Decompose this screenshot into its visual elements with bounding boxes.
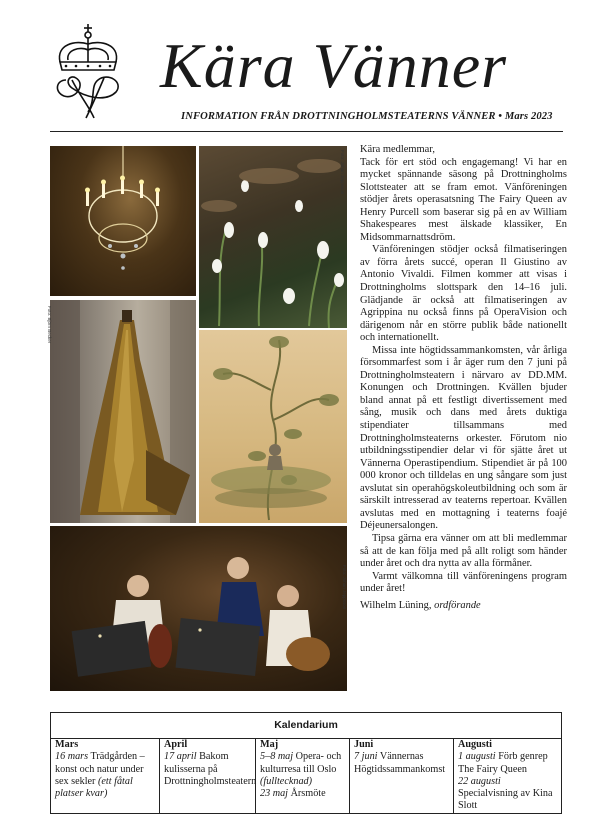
calendar-month: April	[164, 739, 188, 750]
calendar-note: (fulltecknad)	[260, 775, 313, 787]
calendar-date: 23 maj	[260, 788, 289, 800]
calendar-event: Trädgården – konst och natur under sex sekler	[55, 751, 145, 787]
page-title: Kära Vänner	[160, 30, 507, 101]
calendar-event: Förb genrep The Fairy Queen	[458, 751, 548, 775]
calendar-event: Årsmöte	[288, 788, 326, 800]
calendar-column-mars	[51, 738, 159, 814]
letter-signature	[360, 600, 567, 613]
crown-monogram-logo	[46, 22, 130, 122]
signature-name: Wilhelm Lüning,	[360, 599, 435, 611]
photo-credit: Foto: Björn Becker	[47, 306, 52, 344]
calendar-box	[50, 712, 562, 814]
calendar-month: Augusti	[458, 739, 492, 750]
calendar-event: Opera- och kulturresa till Oslo	[260, 751, 342, 775]
calendar-column-april	[159, 738, 255, 814]
calendar-column-juni	[349, 738, 453, 814]
calendar-note: (ett fåtal platser kvar)	[55, 775, 133, 800]
painting-photo	[199, 330, 347, 523]
calendar-date: 22 augusti	[458, 775, 501, 787]
letter-body	[360, 144, 567, 612]
calendar-date: 17 april	[164, 751, 197, 763]
calendar-event: Vännernas Högtidssammankomst	[354, 751, 446, 775]
musicians-photo	[50, 526, 347, 691]
letter-paragraph: Tack för ert stöd och engagemang! Vi har en mycket spännande säsong på Drottningholms Slottsteater att se fram emot. Vänföreningen stödjer årets operasatsning The Fairy Queen av Henry Purcell som baserar sig på en av William Shakespeares mest älskade klassiker, En Midsommarnattsdröm.	[360, 156, 567, 243]
calendar-month: Juni	[354, 739, 374, 750]
calendar-month: Maj	[260, 739, 279, 750]
signature-role: ordförande	[434, 599, 481, 611]
calendar-event: Bakom kulisserna på Drottningholmsteatern	[164, 751, 257, 787]
calendar-heading: Kalendarium	[51, 713, 561, 739]
calendar-date: 5–8 maj	[260, 751, 294, 763]
page-subtitle: INFORMATION FRÅN DROTTNINGHOLMSTEATERNS VÄNNER • Mars 2023	[181, 111, 553, 122]
letter-paragraph: Varmt välkomna till vänföreningens program under året!	[360, 570, 567, 595]
letter-paragraph: Vänföreningen stödjer också filmatiseringen av förra årets succé, operan Il Giustino av Antonio Vivaldi. Filmen kommer att visas i Drottningholms slottspark den 14–16 juli. Glädjande är också att filmatiseringen av Agrippina nu också finns på OperaVision och därigenom når en större publik både nationellt och internationellt.	[360, 244, 567, 344]
calendar-date: 1 augusti	[458, 751, 496, 763]
photo-credit: Foto: Johan Jeppsson	[342, 565, 347, 610]
snowdrops-photo	[199, 146, 347, 328]
costume-photo	[50, 300, 196, 523]
calendar-date: 7 juni	[354, 751, 378, 763]
letter-greeting: Kära medlemmar,	[360, 144, 435, 155]
calendar-date: 16 mars	[55, 751, 89, 763]
calendar-column-augusti	[453, 738, 561, 814]
header-divider	[50, 131, 563, 132]
calendar-month: Mars	[55, 739, 79, 750]
letter-paragraph: Missa inte högtidssammankomsten, vår årliga försommarfest som i år äger rum den 7 juni på Drottningholmsteatern i närvaro av DD.MM. Konungen och Drottningen. Kvällen bjuder bland annat på ett festligt divertissement med sång, musik och dans med årets duktiga stipendiater tillsammans med Drottningholmsteaterns orkester. Förutom nio utbildningsstipendier delar vi för sjätte året ut Vännerna Operastipendium. Stipendiet är på 100 000 kronor och tilldelas en ung sångare som just avslutat sin operahögskoleutbildning och som är särskilt intresserad av teaterns repertoar. Kvällen avslutas med en mottagning i teaterns foajé Déjeunersalongen.	[360, 344, 567, 532]
calendar-event: Specialvisning av Kina Slott	[458, 788, 553, 812]
calendar-column-maj	[255, 738, 349, 814]
crown-icon	[46, 22, 130, 122]
chandelier-photo	[50, 146, 196, 296]
letter-paragraph: Tipsa gärna era vänner om att bli medlemmar så att de kan följa med på allt roligt som händer under året och dra nytta av alla förmåner.	[360, 532, 567, 570]
photo-credit: Foto: Johan Jeppsson	[340, 150, 345, 195]
